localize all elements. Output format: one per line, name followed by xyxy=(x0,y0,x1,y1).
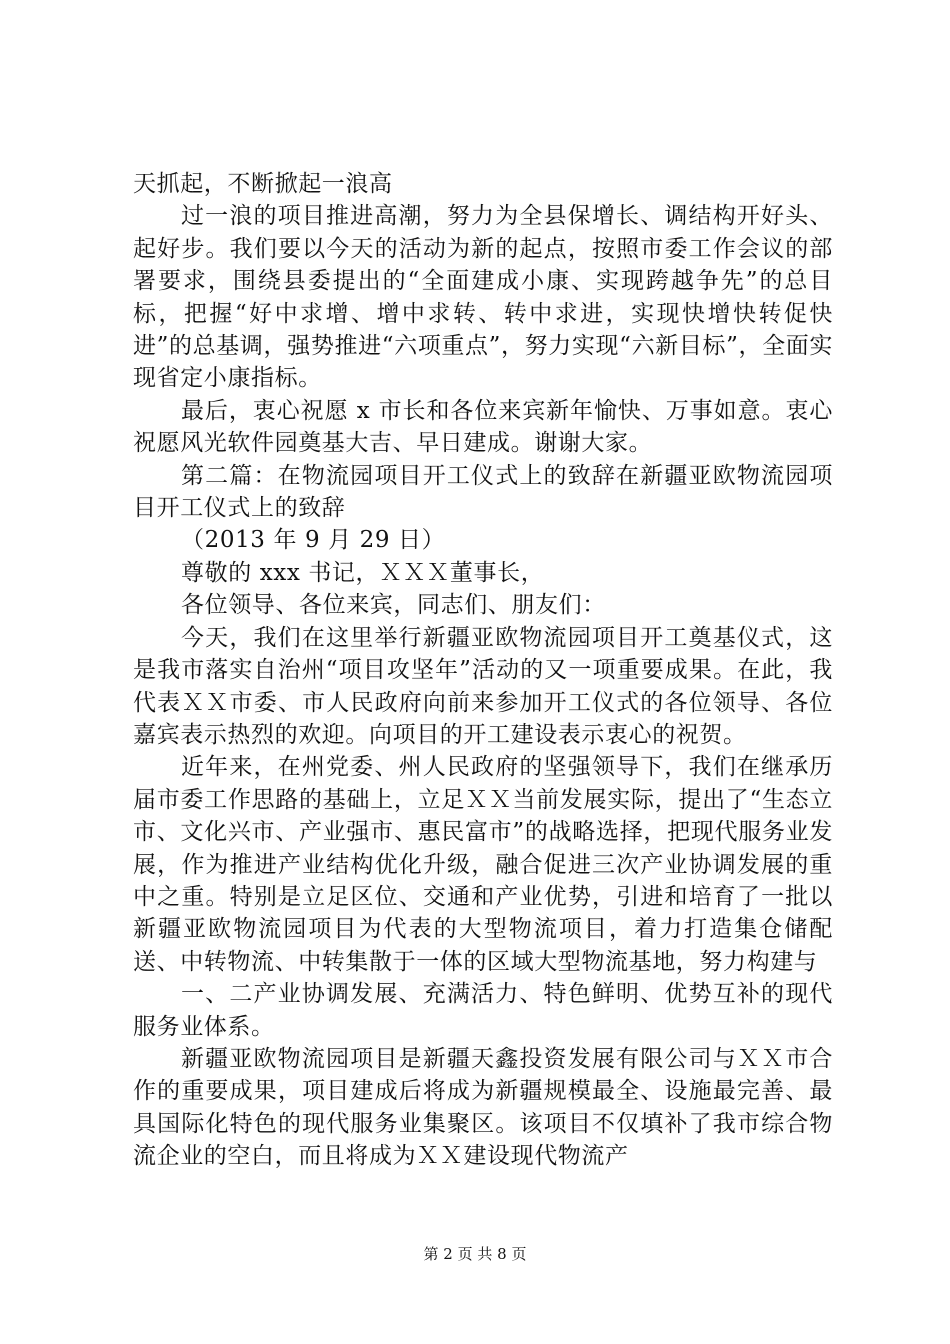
paragraph-9: 近年来，在州党委、州人民政府的坚强领导下，我们在继承历届市委工作思路的基础上，立足ＸＸ当前发展实际，提出了“生态立市、文化兴市、产业强市、惠民富市”的战略选择，把现代服务业发展，作为推进产业结构优化升级，融合促进三次产业协调发展的重中之重。特别是立足区位、交通和产业优势，引进和培育了一批以新疆亚欧物流园项目为代表的大型物流项目，着力打造集仓储配送、中转物流、中转集散于一体的区域大型物流基地，努力构建与 xyxy=(133,754,833,975)
document-body xyxy=(133,168,833,1173)
paragraph-10: 一、二产业协调发展、充满活力、特色鲜明、优势互补的现代服务业体系。 xyxy=(133,981,833,1040)
paragraph-2: 过一浪的项目推进高潮，努力为全县保增长、调结构开好头、起好步。我们要以今天的活动为新的起点，按照市委工作会议的部署要求，围绕县委提出的“全面建成小康、实现跨越争先”的总目标，把握“好中求增、增中求转、转中求进，实现快增快转促快进”的总基调，强势推进“六项重点”，努力实现“六新目标”，全面实现省定小康指标。 xyxy=(133,203,833,392)
paragraph-11: 新疆亚欧物流园项目是新疆天鑫投资发展有限公司与ＸＸ市合作的重要成果，项目建成后将成为新疆规模最全、设施最完善、最具国际化特色的现代服务业集聚区。该项目不仅填补了我市综合物流企业的空白，而且将成为ＸＸ建设现代物流产 xyxy=(133,1045,833,1170)
salutation-2: 各位领导、各位来宾，同志们、朋友们： xyxy=(181,592,606,619)
paragraph-8: 今天，我们在这里举行新疆亚欧物流园项目开工奠基仪式，这是我市落实自治州“项目攻坚年”活动的又一项重要成果。在此，我代表ＸＸ市委、市人民政府向前来参加开工仪式的各位领导、各位嘉宾表示热烈的欢迎。向项目的开工建设表示衷心的祝贺。 xyxy=(133,624,833,748)
section-heading: 第二篇：在物流园项目开工仪式上的致辞在新疆亚欧物流园项目开工仪式上的致辞 xyxy=(133,462,833,522)
page-number: 第 2 页 共 8 页 xyxy=(423,1245,527,1263)
paragraph-3: 最后，衷心祝愿 x 市长和各位来宾新年愉快、万事如意。衷心祝愿风光软件园奠基大吉、早日建成。谢谢大家。 xyxy=(133,397,833,457)
salutation-1: 尊敬的 xxx 书记，ＸＸＸ董事长， xyxy=(181,559,545,586)
speech-date: （2013 年 9 月 29 日） xyxy=(181,527,446,554)
page-footer xyxy=(0,1244,950,1264)
paragraph-1: 天抓起，不断掀起一浪高 xyxy=(133,171,393,197)
